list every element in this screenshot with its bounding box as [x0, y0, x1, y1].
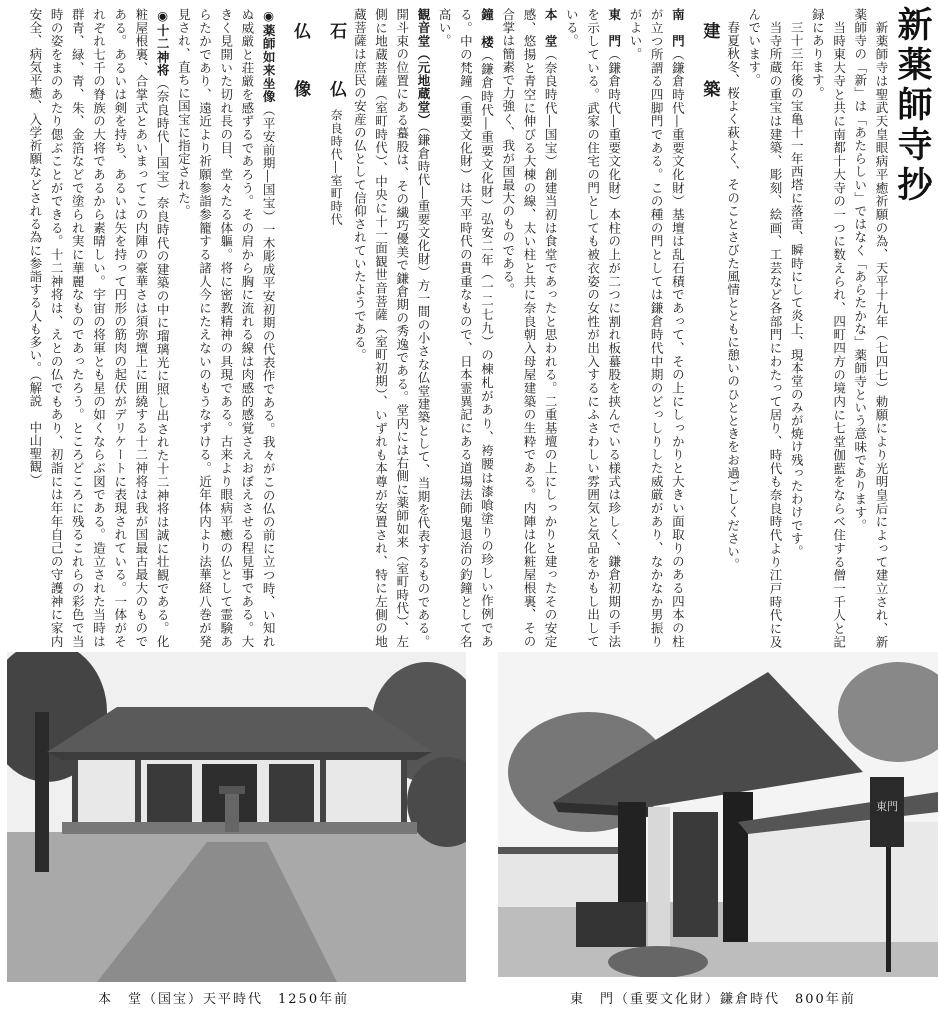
section-heading-architecture: 建 築	[699, 22, 720, 109]
item-text: （平安前期―国宝）一木彫成平安初期の代表作である。我々がこの仏の前に立つ時、い知れぬ威厳と荘厳を感ずるであろう。その肩から胸に流れる線は肉感的感覚さえおぼえさせる程見事である。大きく見開いた切れ長の目、堂々たる体軀。将に密教精神の具現である。古来より眼病平癒の仏として霊験あらたかであり、遠近より祈願参詣参籠する諸人今にたえないのもうなずける。近年体内より法華経八巻が発見され、直ちに国宝に指定された。	[176, 8, 277, 648]
intro-paragraph: 春夏秋冬、桜よく萩よく、そのことさびた風情とともに憩いのひとときをお過ごしください。	[725, 20, 741, 571]
item-label: 南 門	[670, 8, 686, 49]
architecture-item	[561, 8, 625, 648]
section-heading-stone-buddha	[323, 8, 349, 648]
item-label: ◉薬師如来坐像	[261, 8, 277, 104]
section-heading-buddha-statues: 仏 像	[290, 22, 311, 109]
heading-text: 石 仏	[326, 22, 347, 109]
article-body	[2, 8, 892, 648]
item-text: （鎌倉時代―重要文化財）弘安二年（一二七九）の棟札があり、袴腰は漆喰塗りの珍しい作例である。中の梵鐘（重要文化財）は天平時代の貴重なもので、日本霊異記にある道場法師鬼退治の釣鐘として名高い。	[437, 8, 495, 648]
intro-paragraph: 当寺所蔵の重宝は建築、彫刻、絵画、工芸など各部門にわたって居り、時代も奈良時代より江戸時代に及んでいます。	[746, 8, 783, 648]
intro-paragraph: 新薬師寺は聖武天皇眼病平癒祈願の為、天平十九年（七四七）勅願により光明皇后によって建立され、新薬師寺の「新」は「あたらしい」ではなく「あらたかな」薬師寺という意味であります。	[852, 8, 889, 648]
gate-sign-text: 東門	[876, 800, 898, 813]
heading-note: 奈良時代―室町時代	[329, 109, 344, 226]
buddha-item	[25, 8, 173, 648]
architecture-item	[625, 8, 689, 648]
item-label: 観音堂（元地蔵堂）	[415, 8, 431, 127]
item-label: ◉十二神将	[155, 8, 171, 77]
east-gate-photo	[498, 652, 938, 977]
item-label: 鐘 楼	[479, 8, 495, 49]
page-title: 新薬師寺抄	[892, 6, 933, 206]
item-text: （鎌倉時代―重要文化財）本柱の上が二つに割れ板蟇股を挟んでいる様式は珍しく、鎌倉初期の手法を示している。武家の住宅の門としても被衣姿の女性が出入するにふさわしい雰囲気と気品をかもし出している。	[564, 8, 622, 648]
item-label: 本 堂	[543, 8, 559, 49]
architecture-item	[434, 8, 498, 648]
intro-paragraph: 三十三年後の宝亀十一年西塔に落雷、瞬時にして炎上、現本堂のみが焼け残ったわけです。	[789, 20, 805, 558]
intro-paragraph: 当時東大寺と共に南都十大寺の一つに数えられ、四町四方の境内に七堂伽藍をならべ住する僧一千人と記録にあります。	[810, 8, 847, 648]
item-label: 東 門	[606, 8, 622, 49]
main-hall-photo	[7, 652, 466, 982]
item-text: （鎌倉時代―重要文化財）基壇は乱石積であって、その上にしっかりと大きい面取りのある四本の柱が立つ所謂る四脚門である。この種の門としては鎌倉時代中期のどっしりした威厳があり、なかなか男振りがよい。	[627, 8, 686, 648]
architecture-item	[349, 8, 434, 648]
main-hall-caption: 本 堂（国宝）天平時代 1250年前	[98, 992, 350, 1007]
east-gate-caption: 東 門（重要文化財）鎌倉時代 800年前	[570, 992, 856, 1007]
buddha-item	[173, 8, 279, 648]
item-text: （鎌倉時代―重要文化財）方一間の小さな仏堂建築として、当期を代表するものである。開斗束の位置にある蟇股は、その繊巧優美で鎌倉期の秀逸である。堂内には右側に薬師如来（室町時代）、左側に地蔵菩薩（室町時代）、中央に十一面観世音菩薩（室町初期）、いずれも本尊が安置され、特に左側の地蔵菩薩は庶民の安産の仏として信仰されていたようである。	[352, 8, 431, 648]
item-text: （奈良時代―国宝）創建当初は食堂であったと思われる。二重基壇の上にしっかりと建ったその安定感、悠揚と青空に伸びる大棟の線、太い柱と共に奈良朝入母屋建築の生粋である。内陣は化粧屋根裏、その合掌は簡素で力強く、我が国最大のものである。	[500, 8, 559, 648]
item-text: （奈良時代―国宝）奈良時代の建築の中に瑠璃光に照し出された十二神将は誠に壮観である。化粧屋根裏、合掌式とあいまってこの内陣の豪華さは須弥壇上に囲繞する十二神将は我が国最古最大のものである。あるいは剣を持ち、あるいは矢を持って円形の筋肉の起伏がデリケートに表現されている。一体がそれぞれ七千の脊族の大将であるから素晴しい。宇宙の将軍とも星の如くならぶ図である。造立された当時は群青、緑、青、朱、金箔などで塗られ実に華麗なものであったろう。ところどころに残るこれらの彩色で当時の姿をまのあたり偲ぶことができる。十二神将は、えとの仏でもあり、初詣には年年自己の守護神に家内安全、病気平癒、入学祈願などされる為に参詣する人も多い。（解説 中山聖観）	[27, 8, 171, 648]
architecture-item	[498, 8, 562, 648]
